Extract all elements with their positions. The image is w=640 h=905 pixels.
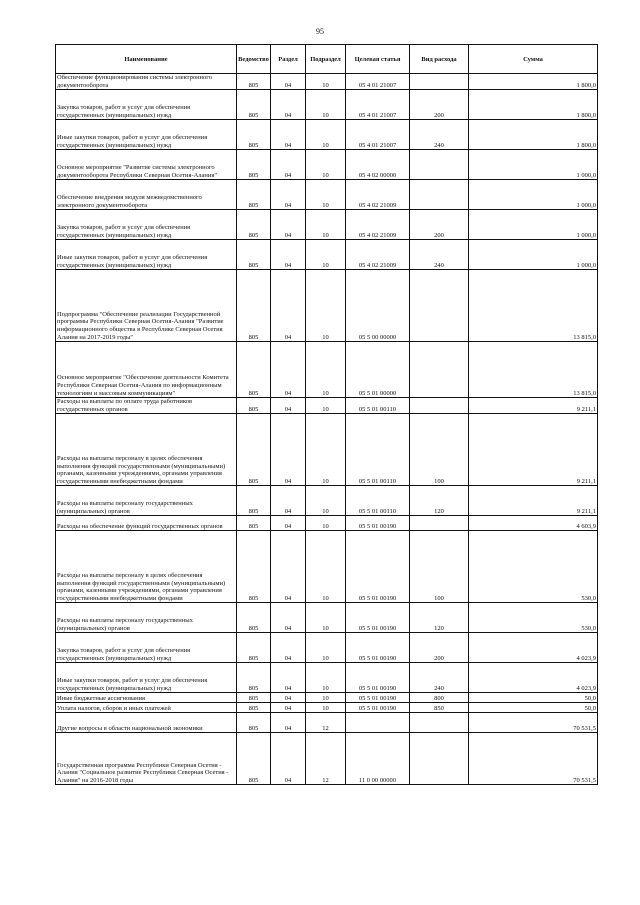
row-target-article: 05 5 01 00110 <box>346 398 410 414</box>
row-amount: 4 603,9 <box>469 516 598 531</box>
row-name: Закупка товаров, работ и услуг для обеспечения государственных (муниципальных) нужд <box>56 633 237 663</box>
table-row <box>56 633 598 663</box>
row-section: 04 <box>271 693 306 703</box>
row-amount: 1 800,0 <box>469 74 598 90</box>
row-name: Обеспечение внедрения модуля межведомственного электронного документооборота <box>56 180 237 210</box>
row-name: Основное мероприятие "Обеспечение деятельности Комитета Республики Северная Осетия-Алания по информационным технологиям и массовым коммуникациям" <box>56 342 237 398</box>
row-section: 04 <box>271 703 306 713</box>
row-subsection: 10 <box>306 120 346 150</box>
row-subsection: 10 <box>306 150 346 180</box>
row-name: Основное мероприятие "Развитие системы электронного документооборота Республики Северная Осетия-Алания" <box>56 150 237 180</box>
row-amount: 4 023,9 <box>469 663 598 693</box>
row-subsection: 12 <box>306 713 346 733</box>
row-expense-type: 120 <box>410 486 469 516</box>
row-name: Расходы на выплаты персоналу государственных (муниципальных) органов <box>56 486 237 516</box>
header-target-article: Целевая статья <box>346 45 410 74</box>
row-amount: 1 000,0 <box>469 150 598 180</box>
header-section: Раздел <box>271 45 306 74</box>
row-section: 04 <box>271 342 306 398</box>
row-subsection: 10 <box>306 414 346 486</box>
row-amount: 1 800,0 <box>469 120 598 150</box>
table-row <box>56 663 598 693</box>
row-subsection: 10 <box>306 398 346 414</box>
row-expense-type <box>410 74 469 90</box>
table-row <box>56 342 598 398</box>
row-department: 805 <box>237 531 271 603</box>
row-subsection: 10 <box>306 90 346 120</box>
row-amount: 1 000,0 <box>469 240 598 270</box>
row-section: 04 <box>271 120 306 150</box>
row-name: Иные закупки товаров, работ и услуг для обеспечения государственных (муниципальных) нужд <box>56 240 237 270</box>
table-row <box>56 240 598 270</box>
row-target-article: 05 5 01 00110 <box>346 486 410 516</box>
row-expense-type <box>410 342 469 398</box>
table-row <box>56 693 598 703</box>
row-section: 04 <box>271 486 306 516</box>
row-section: 04 <box>271 713 306 733</box>
row-subsection: 10 <box>306 342 346 398</box>
row-amount: 4 023,9 <box>469 633 598 663</box>
row-section: 04 <box>271 516 306 531</box>
table-row <box>56 414 598 486</box>
row-subsection: 10 <box>306 703 346 713</box>
row-name: Подпрограмма "Обеспечение реализации Государственной программы Республики Северная Осетия-Алания "Развитие информационного общества в Республике Северная Осетия Алания на 2017-2019 годы" <box>56 270 237 342</box>
row-department: 805 <box>237 703 271 713</box>
row-subsection: 10 <box>306 516 346 531</box>
table-row <box>56 398 598 414</box>
row-amount: 50,0 <box>469 693 598 703</box>
row-amount: 13 815,0 <box>469 342 598 398</box>
row-department: 805 <box>237 240 271 270</box>
page-number: 95 <box>316 27 324 36</box>
row-department: 805 <box>237 270 271 342</box>
table-row <box>56 603 598 633</box>
row-target-article: 05 5 01 00190 <box>346 693 410 703</box>
row-expense-type <box>410 713 469 733</box>
row-name: Расходы на обеспечение функций государственных органов <box>56 516 237 531</box>
table-row <box>56 516 598 531</box>
row-section: 04 <box>271 398 306 414</box>
row-department: 805 <box>237 180 271 210</box>
row-department: 805 <box>237 414 271 486</box>
row-name: Уплата налогов, сборов и иных платежей <box>56 703 237 713</box>
row-expense-type: 850 <box>410 703 469 713</box>
row-amount: 1 000,0 <box>469 180 598 210</box>
row-target-article: 11 0 00 00000 <box>346 733 410 785</box>
row-target-article: 05 5 01 00000 <box>346 342 410 398</box>
table-row <box>56 713 598 733</box>
row-section: 04 <box>271 603 306 633</box>
table-row <box>56 531 598 603</box>
row-department: 805 <box>237 733 271 785</box>
row-expense-type: 200 <box>410 210 469 240</box>
row-subsection: 10 <box>306 180 346 210</box>
row-amount: 13 815,0 <box>469 270 598 342</box>
row-expense-type: 240 <box>410 663 469 693</box>
row-name: Иные бюджетные ассигнования <box>56 693 237 703</box>
row-section: 04 <box>271 663 306 693</box>
row-expense-type: 240 <box>410 120 469 150</box>
row-department: 805 <box>237 713 271 733</box>
row-subsection: 10 <box>306 270 346 342</box>
row-target-article: 05 5 01 00190 <box>346 633 410 663</box>
row-target-article: 05 4 01 21007 <box>346 120 410 150</box>
budget-table <box>55 44 598 785</box>
row-target-article: 05 5 01 00190 <box>346 663 410 693</box>
table-row <box>56 120 598 150</box>
header-amount: Сумма <box>469 45 598 74</box>
row-expense-type: 800 <box>410 693 469 703</box>
row-expense-type <box>410 516 469 531</box>
row-amount: 9 211,1 <box>469 398 598 414</box>
row-expense-type: 100 <box>410 531 469 603</box>
row-expense-type <box>410 398 469 414</box>
row-name: Расходы на выплаты персоналу в целях обеспечения выполнения функций государственными (муниципальными) органами, казенными учреждениями, органами управления государственными внебюджетными фондами <box>56 414 237 486</box>
table-row <box>56 270 598 342</box>
row-subsection: 10 <box>306 240 346 270</box>
row-department: 805 <box>237 90 271 120</box>
row-section: 04 <box>271 240 306 270</box>
row-name: Государственная программа Республики Северная Осетия - Алания "Социальное развитие Республики Северная Осетия - Алания" на 2016-2018 годы <box>56 733 237 785</box>
row-department: 805 <box>237 693 271 703</box>
table-row <box>56 90 598 120</box>
row-department: 805 <box>237 486 271 516</box>
row-section: 04 <box>271 733 306 785</box>
row-name: Расходы на выплаты персоналу государственных (муниципальных) органов <box>56 603 237 633</box>
table-body <box>56 74 598 785</box>
row-expense-type: 200 <box>410 633 469 663</box>
row-name: Расходы на выплаты персоналу в целях обеспечения выполнения функций государственными (муниципальными) органами, казенными учреждениями, органами управления государственными внебюджетными фондами <box>56 531 237 603</box>
row-section: 04 <box>271 180 306 210</box>
row-expense-type: 240 <box>410 240 469 270</box>
table-header-row <box>56 45 598 74</box>
header-department: Ведомство <box>237 45 271 74</box>
row-name: Закупка товаров, работ и услуг для обеспечения государственных (муниципальных) нужд <box>56 210 237 240</box>
row-department: 805 <box>237 398 271 414</box>
row-target-article <box>346 713 410 733</box>
row-target-article: 05 5 01 00190 <box>346 703 410 713</box>
row-target-article: 05 4 02 21009 <box>346 210 410 240</box>
row-section: 04 <box>271 210 306 240</box>
row-amount: 9 211,1 <box>469 486 598 516</box>
row-subsection: 10 <box>306 633 346 663</box>
row-name: Расходы на выплаты по оплате труда работников государственных органов <box>56 398 237 414</box>
row-target-article: 05 4 02 00000 <box>346 150 410 180</box>
row-target-article: 05 5 01 00190 <box>346 516 410 531</box>
row-department: 805 <box>237 210 271 240</box>
row-department: 805 <box>237 633 271 663</box>
row-expense-type: 200 <box>410 90 469 120</box>
row-department: 805 <box>237 150 271 180</box>
row-name: Иные закупки товаров, работ и услуг для обеспечения государственных (муниципальных) нужд <box>56 120 237 150</box>
table-row <box>56 486 598 516</box>
row-expense-type <box>410 150 469 180</box>
row-department: 805 <box>237 603 271 633</box>
row-target-article: 05 5 00 00000 <box>346 270 410 342</box>
row-section: 04 <box>271 633 306 663</box>
header-name: Наименование <box>56 45 237 74</box>
row-subsection: 10 <box>306 603 346 633</box>
row-amount: 530,0 <box>469 531 598 603</box>
row-target-article: 05 4 01 21007 <box>346 74 410 90</box>
row-department: 805 <box>237 342 271 398</box>
table-row <box>56 703 598 713</box>
row-target-article: 05 4 02 21009 <box>346 240 410 270</box>
row-target-article: 05 4 02 21009 <box>346 180 410 210</box>
row-name: Другие вопросы в области национальной экономики <box>56 713 237 733</box>
row-target-article: 05 4 01 21007 <box>346 90 410 120</box>
row-subsection: 10 <box>306 693 346 703</box>
row-amount: 1 800,0 <box>469 90 598 120</box>
row-department: 805 <box>237 516 271 531</box>
row-amount: 9 211,1 <box>469 414 598 486</box>
row-amount: 70 531,5 <box>469 733 598 785</box>
row-amount: 530,0 <box>469 603 598 633</box>
row-target-article: 05 5 01 00190 <box>346 531 410 603</box>
row-amount: 70 531,5 <box>469 713 598 733</box>
row-department: 805 <box>237 120 271 150</box>
row-target-article: 05 5 01 00110 <box>346 414 410 486</box>
header-subsection: Подраздел <box>306 45 346 74</box>
table-row <box>56 180 598 210</box>
row-subsection: 12 <box>306 733 346 785</box>
row-amount: 50,0 <box>469 703 598 713</box>
header-expense-type: Вид расхода <box>410 45 469 74</box>
row-name: Обеспечение функционирования системы электронного документооборота <box>56 74 237 90</box>
row-expense-type <box>410 733 469 785</box>
row-section: 04 <box>271 90 306 120</box>
row-amount: 1 000,0 <box>469 210 598 240</box>
row-expense-type <box>410 270 469 342</box>
table-row <box>56 210 598 240</box>
row-expense-type: 120 <box>410 603 469 633</box>
row-target-article: 05 5 01 00190 <box>346 603 410 633</box>
row-name: Иные закупки товаров, работ и услуг для обеспечения государственных (муниципальных) нужд <box>56 663 237 693</box>
row-expense-type <box>410 180 469 210</box>
row-subsection: 10 <box>306 486 346 516</box>
row-section: 04 <box>271 270 306 342</box>
row-subsection: 10 <box>306 210 346 240</box>
row-subsection: 10 <box>306 531 346 603</box>
table-row <box>56 733 598 785</box>
row-section: 04 <box>271 150 306 180</box>
row-section: 04 <box>271 414 306 486</box>
row-department: 805 <box>237 74 271 90</box>
table-row <box>56 150 598 180</box>
row-section: 04 <box>271 531 306 603</box>
table-row <box>56 74 598 90</box>
row-subsection: 10 <box>306 663 346 693</box>
row-expense-type: 100 <box>410 414 469 486</box>
row-section: 04 <box>271 74 306 90</box>
row-subsection: 10 <box>306 74 346 90</box>
row-name: Закупка товаров, работ и услуг для обеспечения государственных (муниципальных) нужд <box>56 90 237 120</box>
row-department: 805 <box>237 663 271 693</box>
